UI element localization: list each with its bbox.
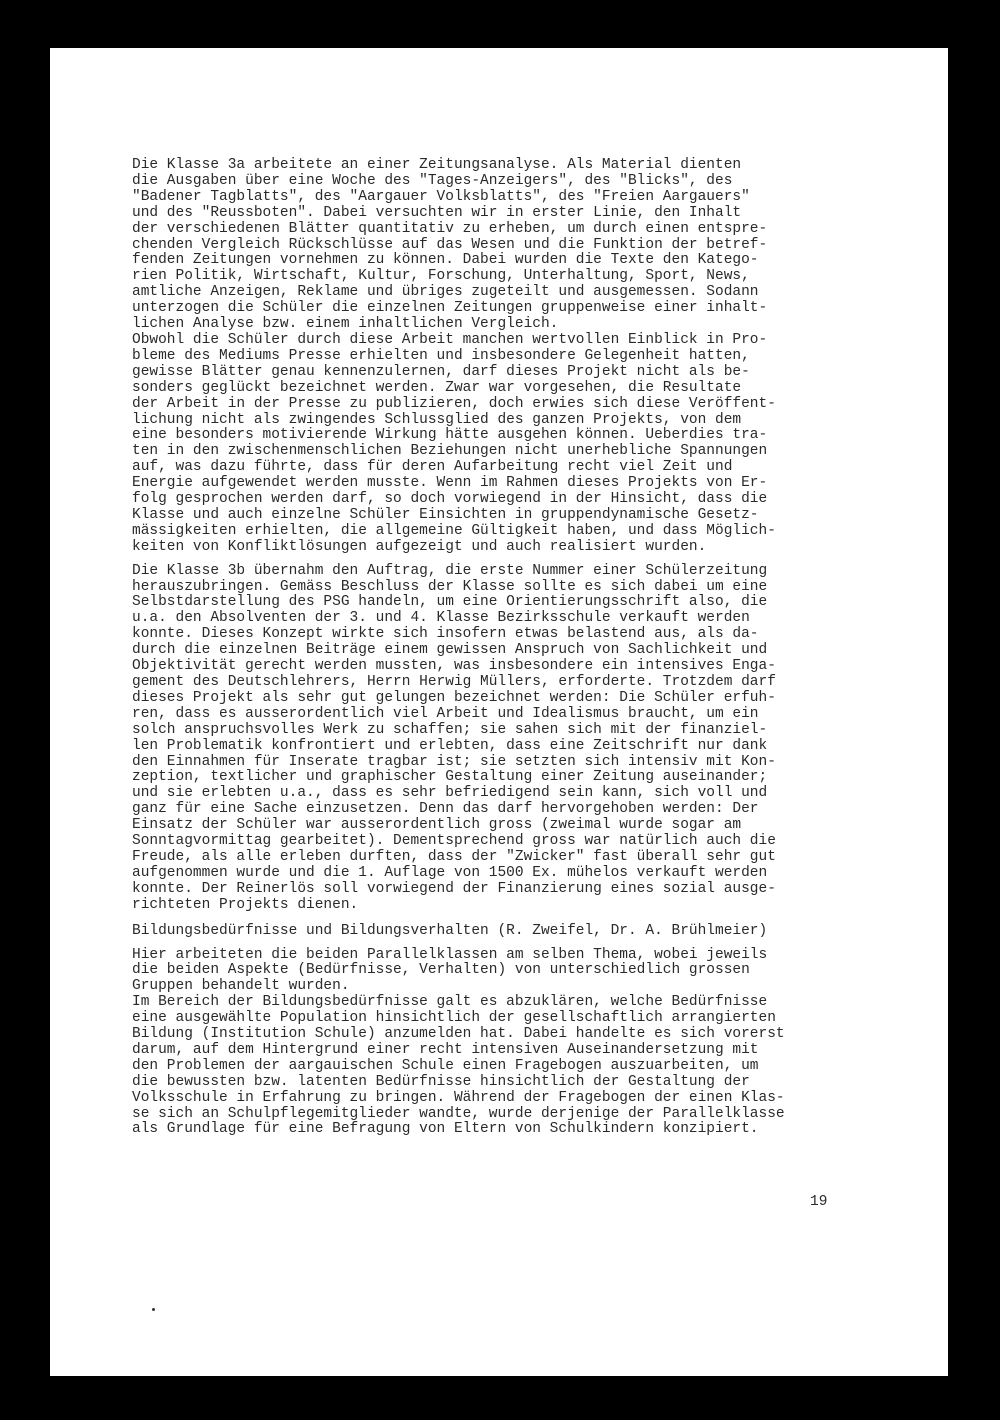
text-line: Sonntagvormittag gearbeitet). Dementsprechend gross war natürlich auch die	[132, 833, 776, 850]
text-line: gement des Deutschlehrers, Herrn Herwig Müllers, erforderte. Trotzdem darf	[132, 674, 776, 690]
text-line: und sie erlebten u.a., dass es sehr befriedigend sein kann, sich voll und	[132, 785, 768, 802]
text-line: folg gesprochen werden darf, so doch vorwiegend in der Hinsicht, dass die	[132, 491, 768, 508]
text-line: und des "Reussboten". Dabei versuchten wir in erster Linie, den Inhalt	[132, 204, 742, 221]
text-line: ganz für eine Sache einzusetzen. Denn das darf hervorgehoben werden: Der	[132, 801, 759, 818]
text-line: Die Klasse 3a arbeitete an einer Zeitungsanalyse. Als Material dienten	[132, 157, 742, 173]
text-line: der verschiedenen Blätter quantitativ zu erheben, um durch einen entspre-	[132, 220, 768, 237]
text-line: Gruppen behandelt wurden.	[132, 978, 350, 995]
text-line: ren, dass es ausserordentlich viel Arbeit und Idealismus braucht, um ein	[132, 705, 759, 722]
paragraph-parallelklassen	[132, 948, 852, 996]
text-line: keiten von Konfliktlösungen aufgezeigt und auch realisiert wurden.	[132, 538, 707, 555]
text-line: Im Bereich der Bildungsbedürfnisse galt es abzuklären, welche Bedürfnisse	[132, 994, 768, 1011]
text-line: u.a. den Absolventen der 3. und 4. Klasse Bezirksschule verkauft werden	[132, 610, 750, 627]
text-line: Volksschule in Erfahrung zu bringen. Während der Fragebogen der einen Klas-	[132, 1089, 785, 1106]
text-line: durch die einzelnen Beiträge einem gewissen Anspruch von Sachlichkeit und	[132, 642, 768, 659]
text-line: konnte. Dieses Konzept wirkte sich insofern etwas belastend aus, als da-	[132, 626, 759, 643]
paragraph-schuelerzeitung	[132, 564, 852, 914]
text-line: ten in den zwischenmenschlichen Beziehungen nicht unerhebliche Spannungen	[132, 443, 768, 460]
text-line: den Problemen der aargauischen Schule einen Fragebogen auszuarbeiten, um	[132, 1057, 759, 1074]
text-line: den Einnahmen für Inserate tragbar ist; sie setzten sich intensiv mit Kon-	[132, 753, 776, 770]
text-line: fenden Zeitungen vornehmen zu können. Dabei wurden die Texte den Katego-	[132, 252, 759, 269]
text-line: len Problematik konfrontiert und erlebten, dass eine Zeitschrift nur dank	[132, 737, 768, 754]
text-line: Hier arbeiteten die beiden Parallelklassen am selben Thema, wobei jeweils	[132, 946, 768, 963]
text-line: die beiden Aspekte (Bedürfnisse, Verhalten) von unterschiedlich grossen	[132, 962, 750, 979]
text-line: Bildung (Institution Schule) anzumelden hat. Dabei handelte es sich vorerst	[132, 1026, 785, 1043]
text-line: Objektivität gerecht werden mussten, was insbesondere ein intensives Enga-	[132, 658, 776, 675]
text-line: konnte. Der Reinerlös soll vorwiegend der Finanzierung eines sozial ausge-	[132, 880, 776, 897]
text-line: Die Klasse 3b übernahm den Auftrag, die erste Nummer einer Schülerzeitung	[132, 562, 768, 579]
section-heading: Bildungsbedürfnisse und Bildungsverhalten (R. Zweifel, Dr. A. Brühlmeier)	[132, 922, 768, 939]
text-line: gewisse Blätter genau kennenzulernen, darf dieses Projekt nicht als be-	[132, 363, 750, 380]
paragraph-projekt-bewertung	[132, 333, 852, 556]
text-line: als Grundlage für eine Befragung von Eltern von Schulkindern konzipiert.	[132, 1121, 759, 1138]
text-line: richteten Projekts dienen.	[132, 896, 359, 913]
text-line: mässigkeiten erhielten, die allgemeine Gültigkeit haben, und dass Möglich-	[132, 522, 776, 539]
text-line: die Ausgaben über eine Woche des "Tages-Anzeigers", des "Blicks", des	[132, 172, 733, 189]
body-text	[132, 158, 852, 1138]
text-line: chenden Vergleich Rückschlüsse auf das Wesen und die Funktion der betref-	[132, 236, 768, 253]
text-line: unterzogen die Schüler die einzelnen Zeitungen gruppenweise einer inhalt-	[132, 300, 768, 317]
text-line: Selbstdarstellung des PSG handeln, um eine Orientierungsschrift also, die	[132, 594, 768, 611]
scan-speck	[152, 1308, 155, 1311]
text-line: darum, auf dem Hintergrund einer recht intensiven Auseinandersetzung mit	[132, 1041, 759, 1058]
text-line: Energie aufgewendet werden musste. Wenn im Rahmen dieses Projekts von Er-	[132, 475, 768, 492]
paragraph-zeitungsanalyse	[132, 158, 852, 333]
text-line: herauszubringen. Gemäss Beschluss der Klasse sollte es sich dabei um eine	[132, 578, 768, 595]
text-line: "Badener Tagblatts", des "Aargauer Volksblatts", des "Freien Aargauers"	[132, 188, 750, 205]
text-line: Klasse und auch einzelne Schüler Einsichten in gruppendynamische Gesetz-	[132, 506, 759, 523]
text-line: amtliche Anzeigen, Reklame und übriges zugeteilt und ausgemessen. Sodann	[132, 284, 759, 301]
text-line: lichung nicht als zwingendes Schlussglied des ganzen Projekts, von dem	[132, 411, 742, 428]
text-line: auf, was dazu führte, dass für deren Aufarbeitung recht viel Zeit und	[132, 459, 733, 476]
text-line: aufgenommen wurde und die 1. Auflage von 1500 Ex. mühelos verkauft werden	[132, 864, 768, 881]
text-line: dieses Projekt als sehr gut gelungen bezeichnet werden: Die Schüler erfuh-	[132, 689, 776, 706]
paragraph-bildungsbeduerfnisse	[132, 995, 852, 1138]
text-line: solch anspruchsvolles Werk zu schaffen; sie sahen sich mit der finanziel-	[132, 721, 768, 738]
text-line: sonders geglückt bezeichnet werden. Zwar war vorgesehen, die Resultate	[132, 379, 742, 396]
text-line: eine ausgewählte Population hinsichtlich der gesellschaftlich arrangierten	[132, 1010, 776, 1027]
text-line: Einsatz der Schüler war ausserordentlich gross (zweimal wurde sogar am	[132, 817, 742, 834]
text-line: die bewussten bzw. latenten Bedürfnisse hinsichtlich der Gestaltung der	[132, 1073, 750, 1090]
text-line: Obwohl die Schüler durch diese Arbeit manchen wertvollen Einblick in Pro-	[132, 331, 768, 348]
page-number: 19	[810, 1194, 828, 1210]
text-line: Freude, als alle erleben durften, dass der "Zwicker" fast überall sehr gut	[132, 848, 776, 865]
text-line: se sich an Schulpflegemitglieder wandte, wurde derjenige der Parallelklasse	[132, 1105, 785, 1122]
text-line: bleme des Mediums Presse erhielten und insbesondere Gelegenheit hatten,	[132, 347, 750, 364]
text-line: eine besonders motivierende Wirkung hätte ausgehen können. Ueberdies tra-	[132, 427, 768, 444]
text-line: der Arbeit in der Presse zu publizieren, doch erwies sich diese Veröffent-	[132, 395, 776, 412]
text-line: zeption, textlicher und graphischer Gestaltung einer Zeitung auseinander;	[132, 769, 768, 786]
text-line: rien Politik, Wirtschaft, Kultur, Forschung, Unterhaltung, Sport, News,	[132, 268, 750, 285]
text-line: lichen Analyse bzw. einem inhaltlichen Vergleich.	[132, 316, 559, 333]
